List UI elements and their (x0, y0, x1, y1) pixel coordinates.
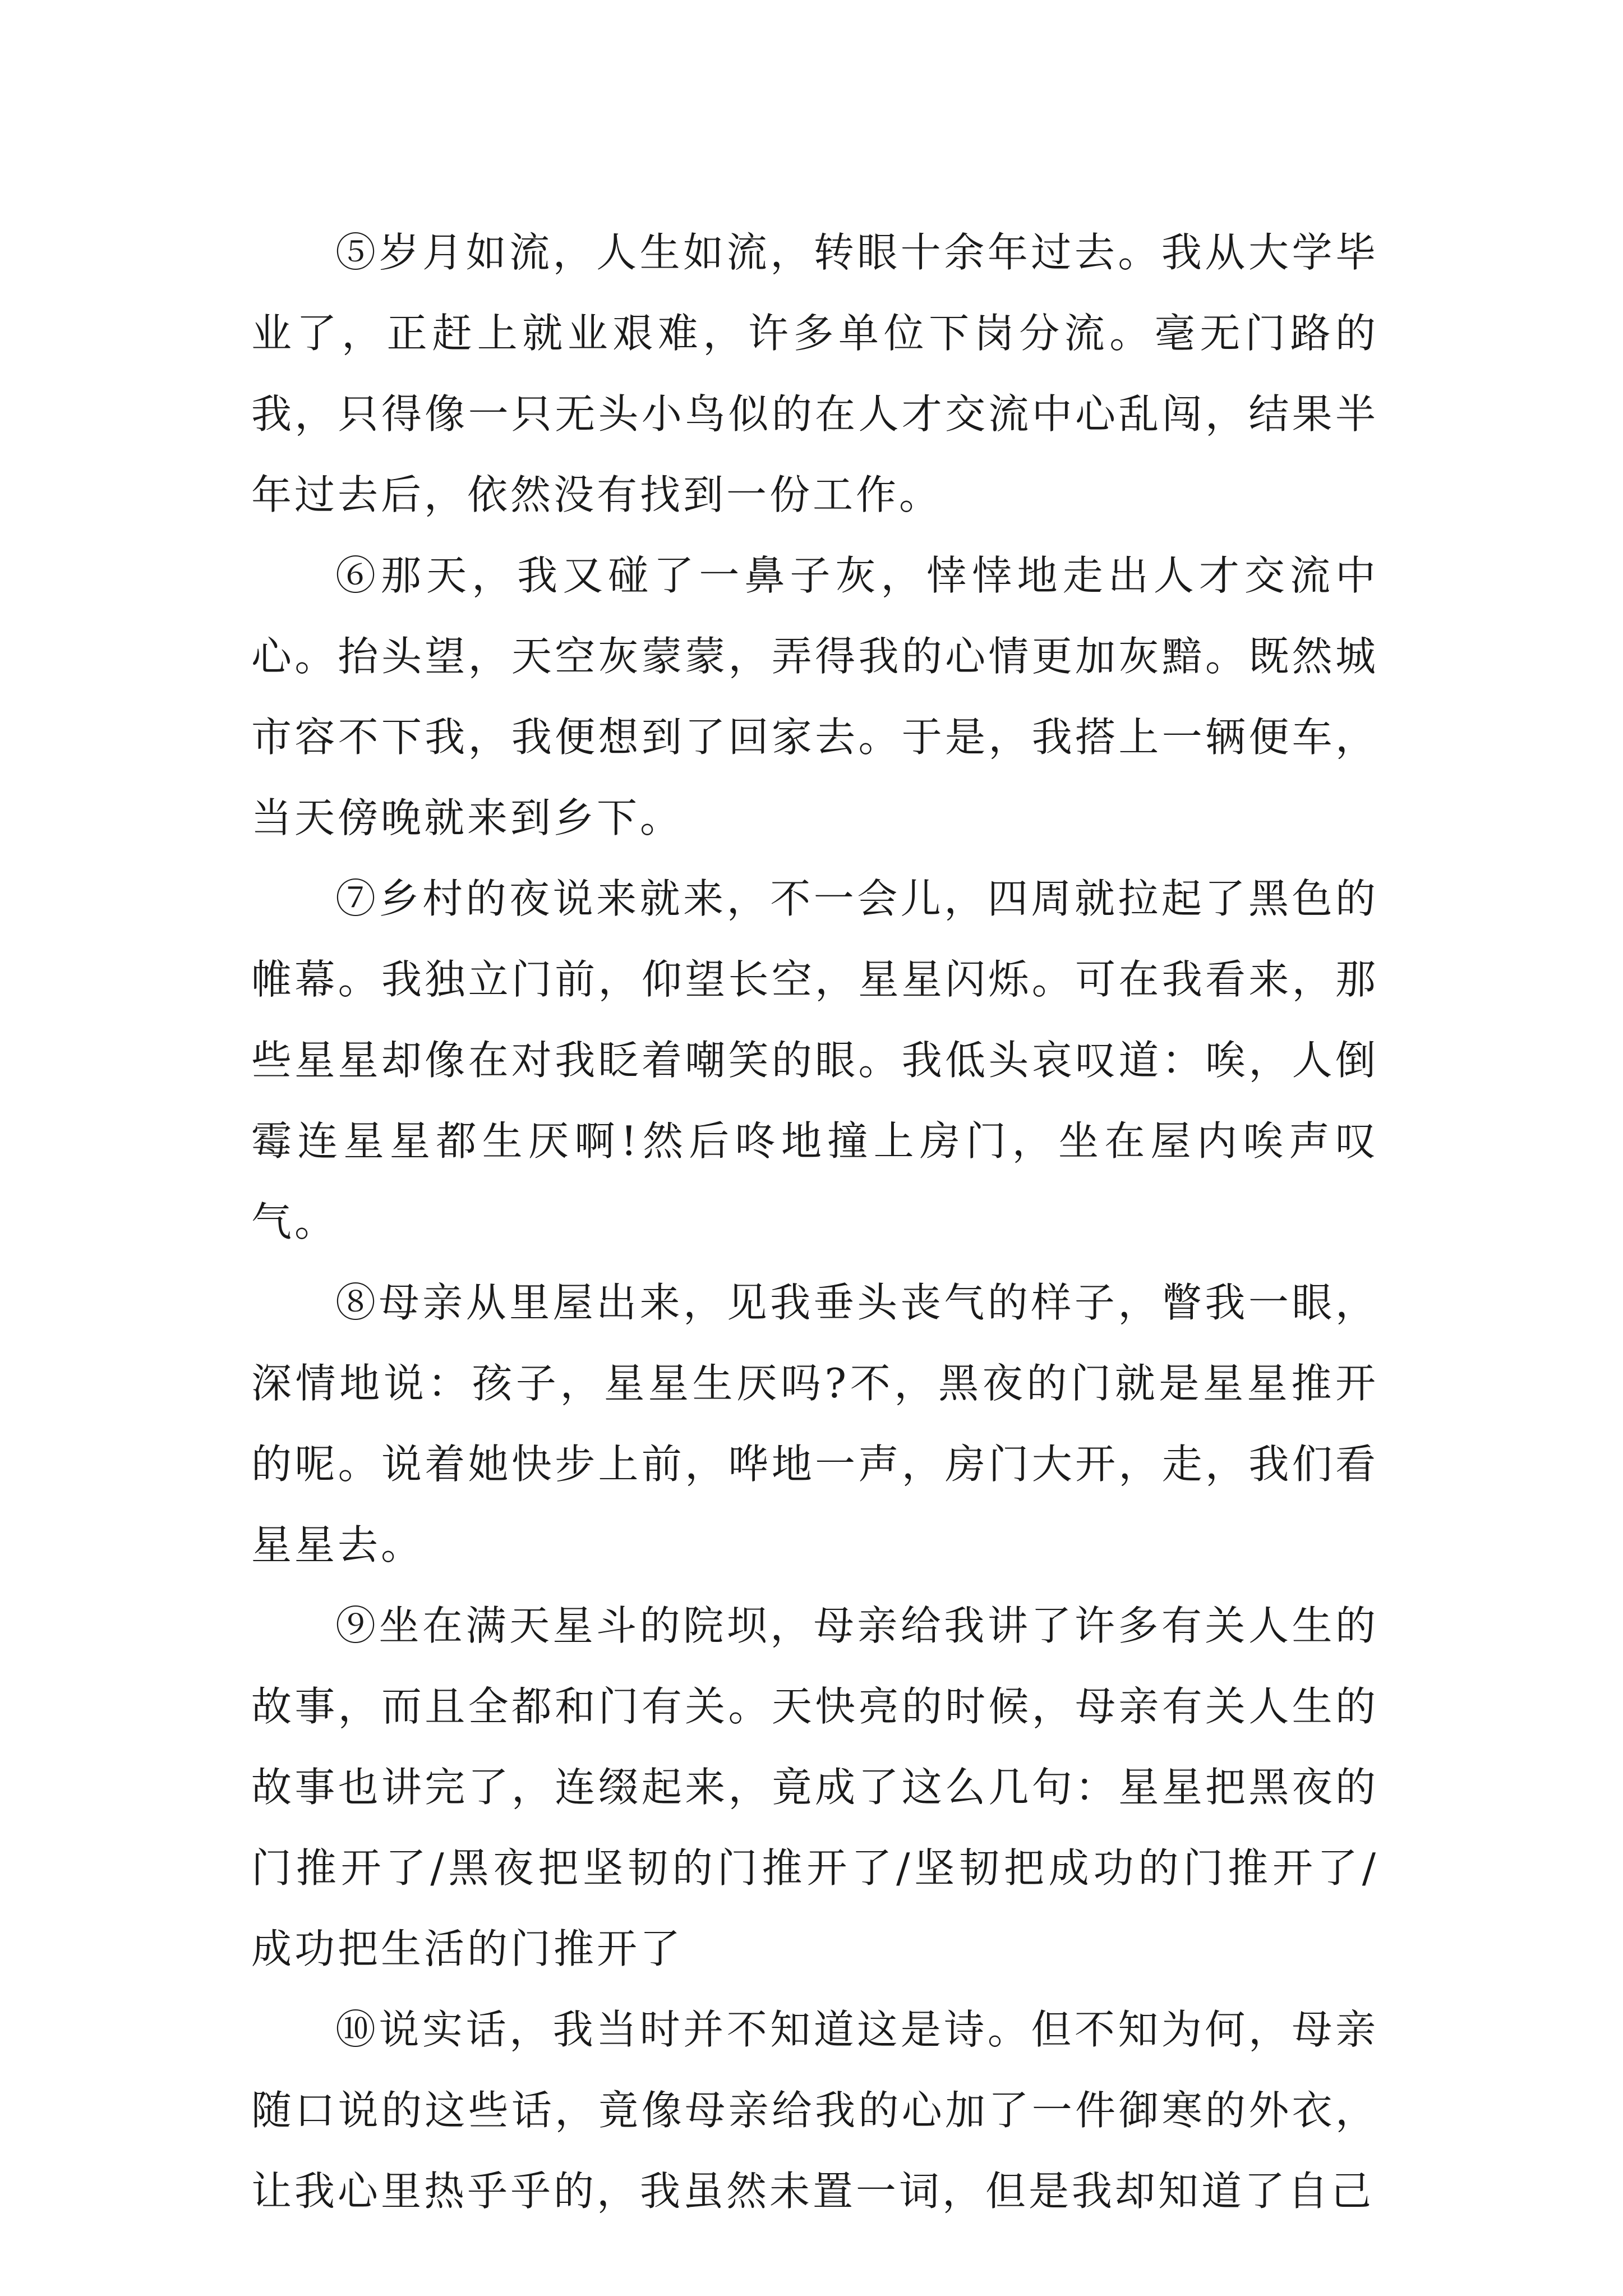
paragraph-8: ⑧母亲从里屋出来，见我垂头丧气的样子，瞥我一眼，深情地说：孩子，星星生厌吗?不，黑夜的门就是星星推开的呢。说着她快步上前，哗地一声，房门大开，走，我们看星星去。 (251, 1279, 1378, 1568)
paragraph-10: ⑩说实话，我当时并不知道这是诗。但不知为何，母亲随口说的这些话，竟像母亲给我的心加了一件御寒的外衣，让我心里热乎乎的，我虽然未置一词，但是我却知道了自己 (251, 2006, 1378, 2215)
paragraph-6: ⑥那天，我又碰了一鼻子灰，悻悻地走出人才交流中心。抬头望，天空灰蒙蒙，弄得我的心情更加灰黯。既然城市容不下我，我便想到了回家去。于是，我搭上一辆便车，当天傍晚就来到乡下。 (251, 552, 1378, 841)
paragraph-5: ⑤岁月如流，人生如流，转眼十余年过去。我从大学毕业了，正赶上就业艰难，许多单位下岗分流。毫无门路的我，只得像一只无头小鸟似的在人才交流中心乱闯，结果半年过去后，依然没有找到一份工作。 (251, 229, 1378, 518)
article-body (251, 212, 1378, 2231)
paragraph-9: ⑨坐在满天星斗的院坝，母亲给我讲了许多有关人生的故事，而且全都和门有关。天快亮的时候，母亲有关人生的故事也讲完了，连缀起来，竟成了这么几句：星星把黑夜的门推开了/黑夜把坚韧的门推开了/坚韧把成功的门推开了/成功把生活的门推开了 (251, 1602, 1378, 1972)
paragraph-7: ⑦乡村的夜说来就来，不一会儿，四周就拉起了黑色的帷幕。我独立门前，仰望长空，星星闪烁。可在我看来，那些星星却像在对我眨着嘲笑的眼。我低头哀叹道：唉，人倒霉连星星都生厌啊!然后咚地撞上房门，坐在屋内唉声叹气。 (251, 875, 1378, 1245)
